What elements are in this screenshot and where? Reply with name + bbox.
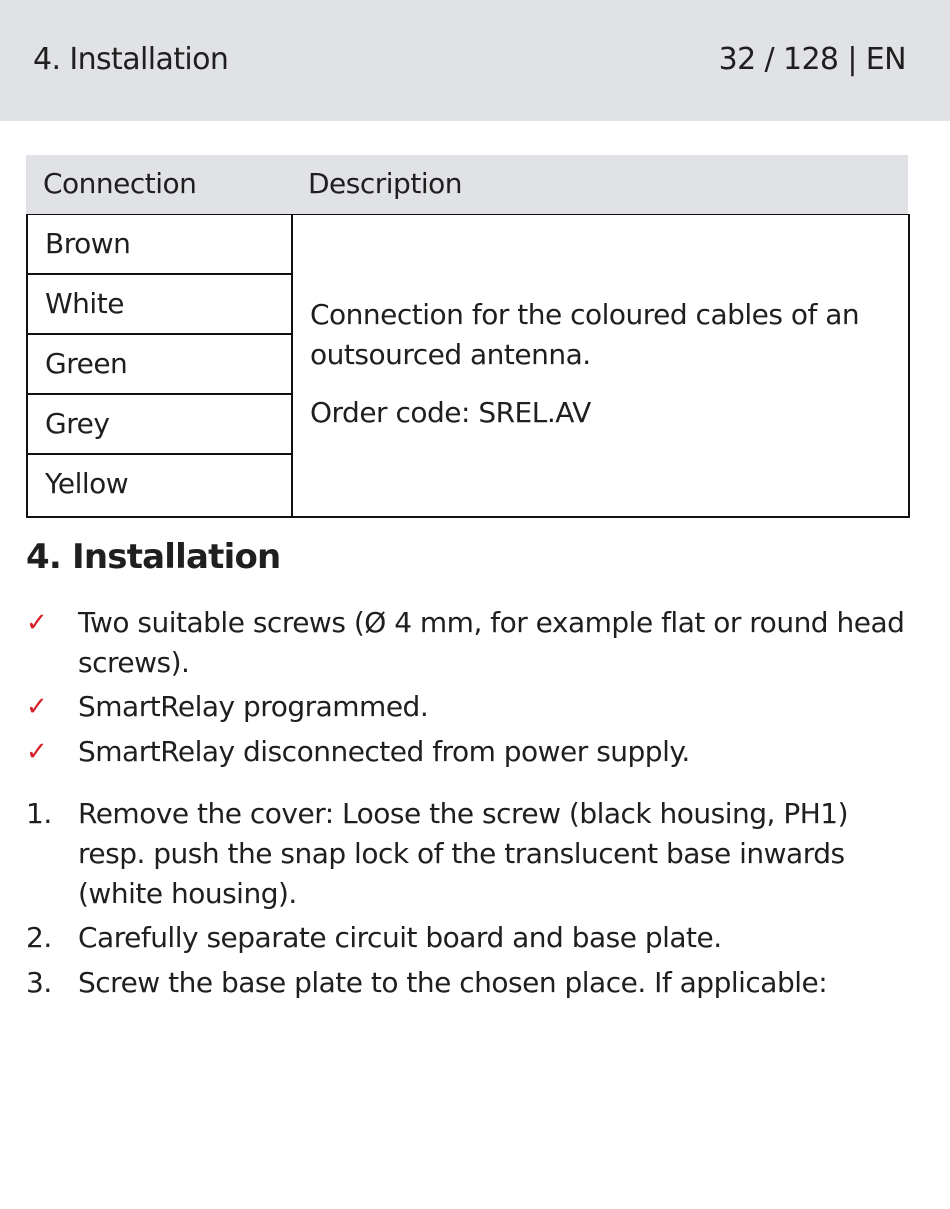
- check-icon: ✓: [26, 692, 48, 722]
- prerequisite-text: SmartRelay programmed.: [78, 690, 429, 723]
- description-text: Connection for the coloured cables of an outsourced antenna.: [310, 298, 860, 371]
- table-row: [28, 395, 291, 455]
- page-header: [0, 0, 950, 121]
- table-body: [26, 214, 910, 518]
- column-header-connection: Connection: [43, 167, 197, 200]
- step-number: 3.: [26, 966, 52, 999]
- prerequisite-text: SmartRelay disconnected from power supply.: [78, 735, 690, 768]
- table-row: [28, 335, 291, 395]
- connection-cell: Green: [45, 347, 128, 380]
- section-title: 4. Installation: [26, 537, 281, 577]
- check-icon: ✓: [26, 737, 48, 767]
- table-header: [26, 155, 908, 214]
- connection-cell: Brown: [45, 227, 131, 260]
- step-text: Screw the base plate to the chosen place. If applicable:: [78, 966, 828, 999]
- column-header-description: Description: [308, 167, 462, 200]
- step-text: Carefully separate circuit board and base plate.: [78, 921, 722, 954]
- check-icon: ✓: [26, 608, 48, 638]
- connection-cell: Yellow: [45, 467, 129, 500]
- step-number: 1.: [26, 797, 52, 830]
- table-row: [28, 275, 291, 335]
- page-indicator: 32 / 128 | EN: [718, 42, 906, 77]
- connection-cell: Grey: [45, 407, 110, 440]
- connection-column: [28, 215, 293, 516]
- description-cell: [310, 215, 890, 516]
- step-number: 2.: [26, 921, 52, 954]
- order-code: Order code: SREL.AV: [310, 396, 591, 429]
- connection-cell: White: [45, 287, 124, 320]
- table-row: [28, 455, 291, 515]
- table-row: [28, 215, 291, 275]
- header-section-title: 4. Installation: [33, 42, 229, 77]
- step-text: Remove the cover: Loose the screw (black housing, PH1) resp. push the snap lock of the translucent base inwards (white housing).: [78, 797, 849, 910]
- prerequisite-text: Two suitable screws (Ø 4 mm, for example flat or round head screws).: [78, 606, 905, 679]
